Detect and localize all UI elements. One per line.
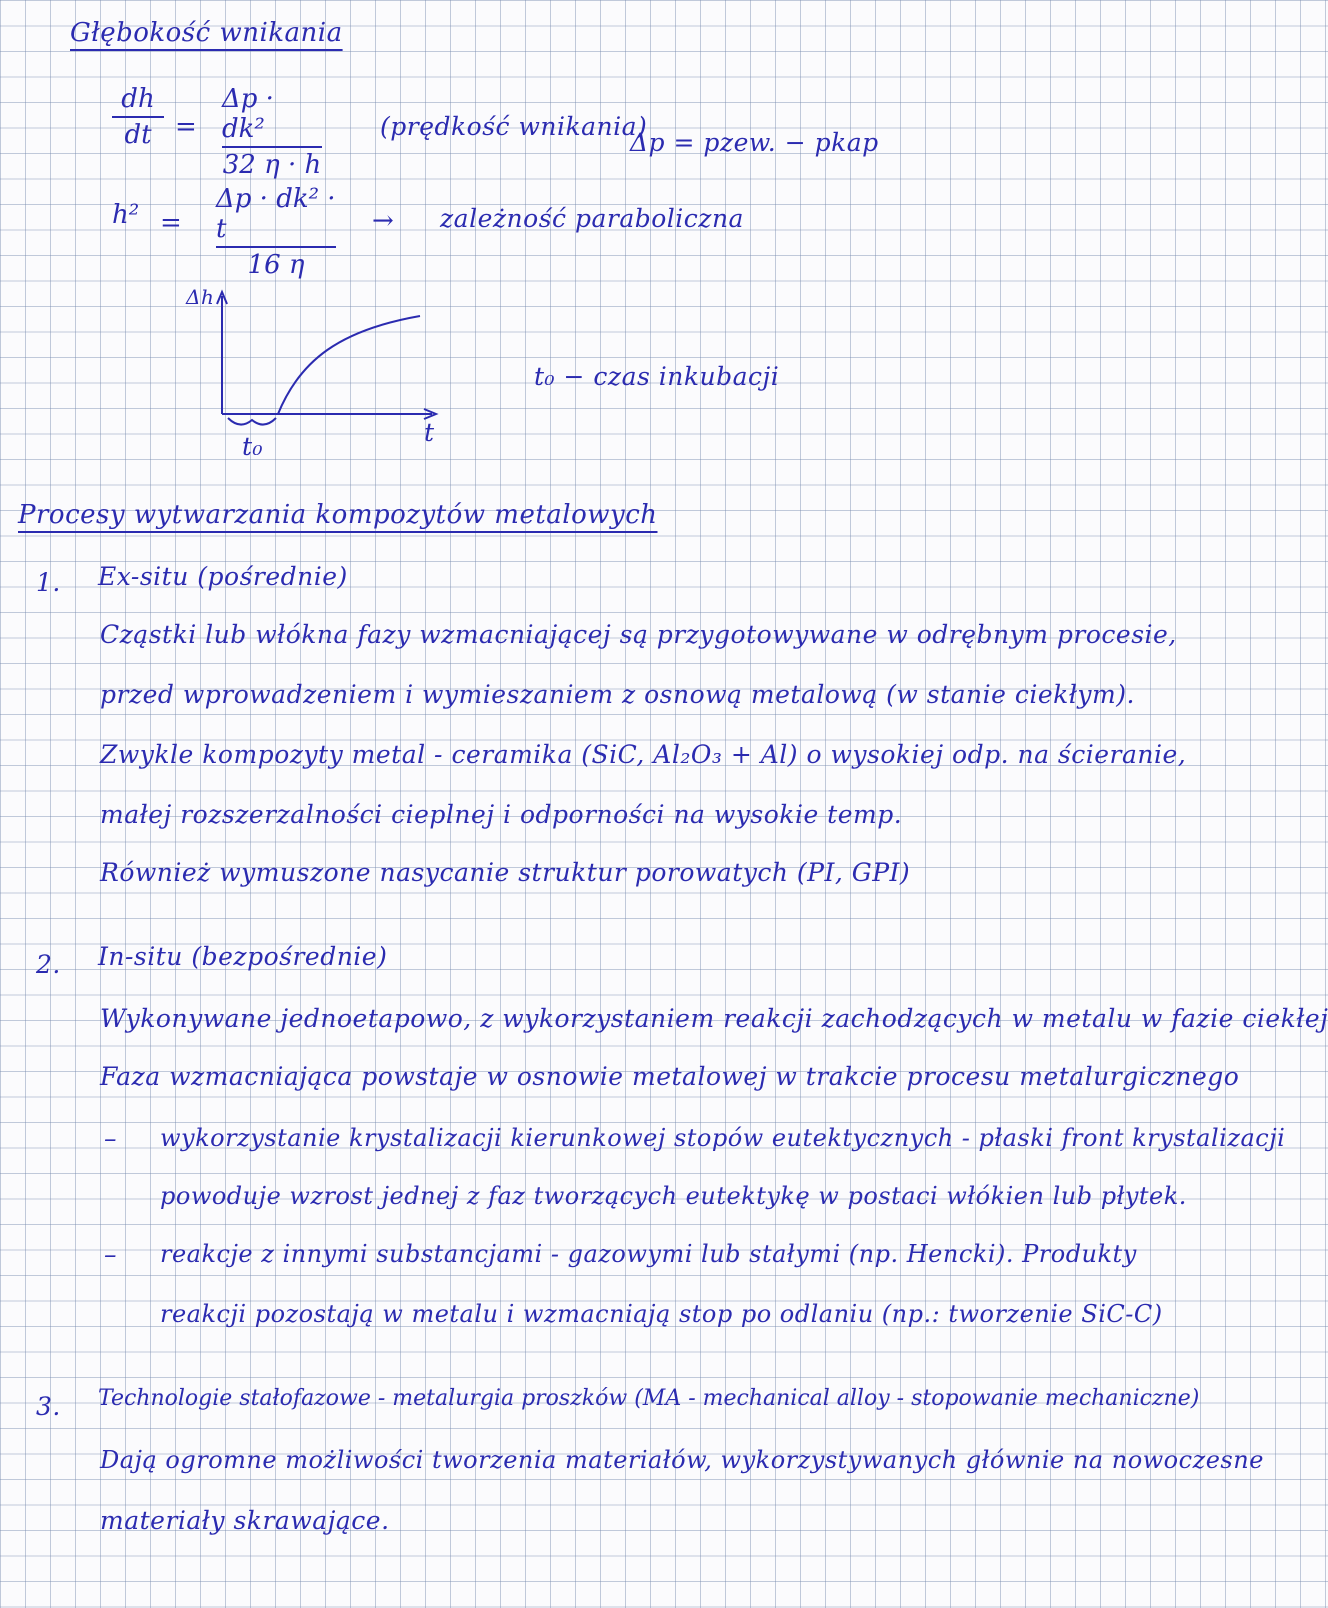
item-1-line: przed wprowadzeniem i wymieszaniem z osnową metalową (w stanie ciekłym). (100, 680, 1135, 709)
eq1-rhs-denominator: 32 η · h (222, 150, 322, 180)
eq1-rhs-numerator: Δp · dk² (222, 84, 274, 144)
eq1-note: (prędkość wnikania) (380, 112, 648, 141)
eq2-equals: = (160, 208, 182, 238)
graph-t0-note: t₀ − czas inkubacji (534, 362, 780, 391)
section-title-composite-processes: Procesy wytwarzania kompozytów metalowych (18, 500, 658, 530)
eq2-lhs: h² (112, 200, 140, 230)
eq2-note: zależność paraboliczna (440, 204, 744, 233)
graph-t0-label: t₀ (242, 432, 264, 461)
item-1-number: 1. (36, 568, 61, 597)
item-1-line: Cząstki lub włókna fazy wzmacniającej są przygotowywane w odrębnym procesie, (100, 620, 1177, 649)
section-title-penetration-depth: Głębokość wnikania (70, 18, 343, 48)
eq1-equals: = (175, 112, 197, 142)
item-2-line: reakcje z innymi substancjami - gazowymi lub stałymi (np. Hencki). Produkty (160, 1240, 1137, 1268)
item-3-heading: Technologie stałofazowe - metalurgia proszków (MA - mechanical alloy - stopowanie mechaniczne) (98, 1386, 1200, 1411)
item-2-line: reakcji pozostają w metalu i wzmacniają stop po odlaniu (np.: tworzenie SiC-C) (160, 1300, 1163, 1328)
item-2-line: Wykonywane jednoetapowo, z wykorzystaniem reakcji zachodzących w metalu w fazie ciekłej (100, 1004, 1328, 1033)
graph-y-label: Δh (186, 285, 215, 309)
eq1-lhs-denominator: dt (124, 120, 152, 150)
item-2-line: wykorzystanie krystalizacji kierunkowej stopów eutektycznych - płaski front krystalizacji (160, 1124, 1286, 1152)
item-1-line: małej rozszerzalności cieplnej i odporności na wysokie temp. (100, 800, 903, 829)
eq2-rhs-denominator: 16 η (247, 250, 305, 280)
item-3-line: Dają ogromne możliwości tworzenia materiałów, wykorzystywanych głównie na nowoczesne (100, 1446, 1264, 1474)
item-3-line: materiały skrawające. (100, 1506, 390, 1535)
graph-t0-brace (228, 418, 276, 425)
item-2-bullet-dash: – (104, 1124, 117, 1153)
eq2-rhs-numerator: Δp · dk² · t (216, 184, 336, 244)
item-1-line: Również wymuszone nasycanie struktur porowatych (PI, GPI) (100, 858, 911, 887)
eq2-arrow-icon: → (372, 206, 394, 236)
graph-curve (278, 316, 420, 414)
item-1-heading: Ex-situ (pośrednie) (98, 562, 348, 591)
item-2-line: powoduje wzrost jednej z faz tworzących eutektykę w postaci włókien lub płytek. (160, 1182, 1187, 1210)
eq1-pressure-definition: Δp = pzew. − pkap (630, 128, 879, 157)
graph-x-label: t (424, 418, 435, 447)
item-2-bullet-dash: – (104, 1240, 117, 1269)
item-2-line: Faza wzmacniająca powstaje w osnowie metalowej w trakcie procesu metalurgicznego (100, 1062, 1240, 1091)
eq1-lhs-numerator: dh (121, 84, 155, 114)
item-3-number: 3. (36, 1392, 61, 1421)
item-1-line: Zwykle kompozyty metal - ceramika (SiC, Al₂O₃ + Al) o wysokiej odp. na ścieranie, (100, 740, 1187, 769)
item-2-number: 2. (36, 950, 61, 979)
item-2-heading: In-situ (bezpośrednie) (98, 942, 388, 971)
